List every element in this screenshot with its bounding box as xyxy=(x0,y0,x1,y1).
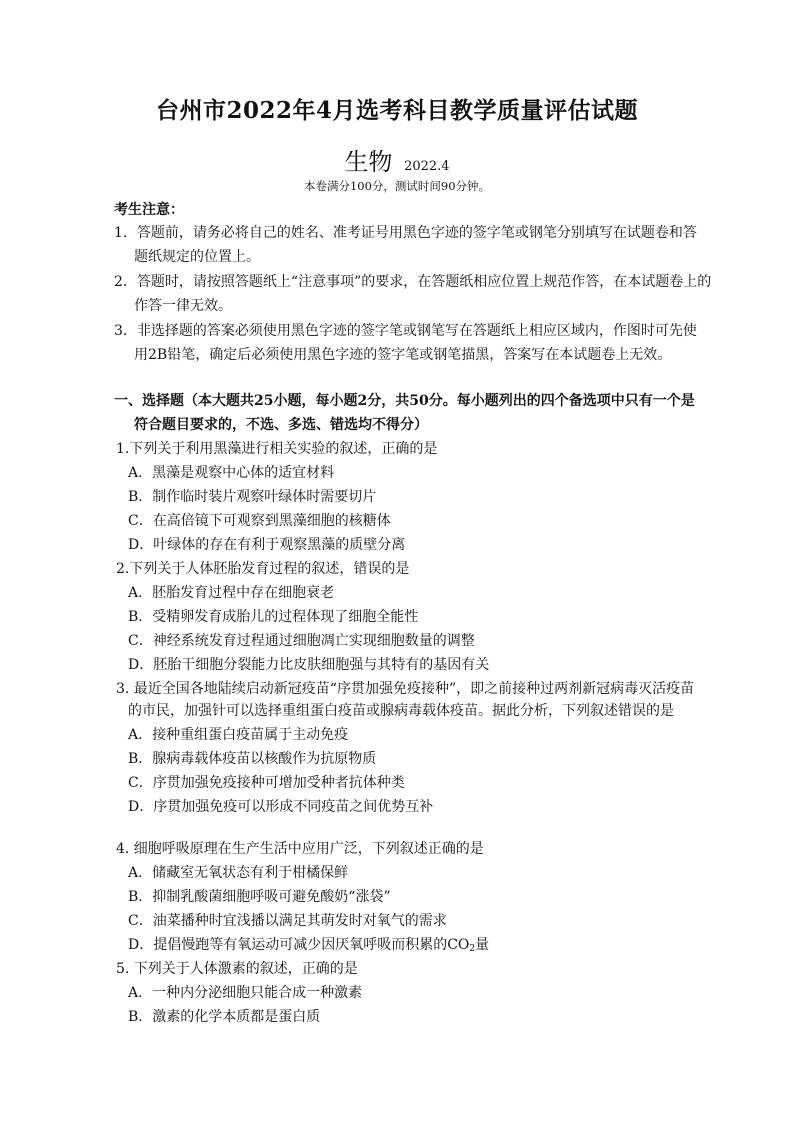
question-1-option-b: B．制作临时装片观察叶绿体时需要切片 xyxy=(128,489,377,505)
question-3-option-b: B．腺病毒载体疫苗以核酸作为抗原物质 xyxy=(128,751,377,767)
notice-item-2-cont: 作答一律无效。 xyxy=(134,298,232,314)
notice-heading: 考生注意： xyxy=(114,202,184,218)
notice-item-2: 2．答题时，请按照答题纸上“注意事项”的要求，在答题纸相应位置上规范作答，在本试题卷上的 xyxy=(114,274,712,290)
question-2-option-c: C．神经系统发育过程通过细胞凋亡实现细胞数量的调整 xyxy=(128,633,475,649)
question-3-option-d: D．序贯加强免疫可以形成不同疫苗之间优势互补 xyxy=(128,799,434,815)
question-2-option-d: D．胚胎干细胞分裂能力比皮肤细胞强与其特有的基因有关 xyxy=(128,657,490,673)
notice-item-3: 3．非选择题的答案必须使用黑色字迹的签字笔或钢笔写在答题纸上相应区域内，作图时可先使 xyxy=(114,323,697,339)
question-1-stem: 1.下列关于利用黑藻进行相关实验的叙述，正确的是 xyxy=(116,441,438,457)
question-1-option-a: A．黑藻是观察中心体的适宜材料 xyxy=(128,465,335,481)
question-4-stem: 4. 细胞呼吸原理在生产生活中应用广泛，下列叙述正确的是 xyxy=(116,841,484,857)
section-heading-cont: 符合题目要求的，不选、多选、错选均不得分） xyxy=(134,417,428,433)
question-4-option-b: B．抑制乳酸菌细胞呼吸可避免酸奶“涨袋” xyxy=(128,889,391,905)
notice-item-3-cont: 用2B铅笔，确定后必须使用黑色字迹的签字笔或钢笔描黑，答案写在本试题卷上无效。 xyxy=(134,347,672,363)
question-5-stem: 5. 下列关于人体激素的叙述，正确的是 xyxy=(116,961,358,977)
question-1-option-d: D．叶绿体的存在有利于观察黑藻的质壁分离 xyxy=(128,537,406,553)
subject-name: 生物 xyxy=(344,148,393,176)
question-3-option-c: C．序贯加强免疫接种可增加受种者抗体种类 xyxy=(128,775,405,791)
question-4-option-d-text: D．提倡慢跑等有氧运动可减少因厌氧呼吸而积累的CO xyxy=(128,937,470,953)
question-4-option-a: A．储藏室无氧状态有利于柑橘保鲜 xyxy=(128,865,349,881)
question-2-option-a: A．胚胎发育过程中存在细胞衰老 xyxy=(128,585,335,601)
subscript-2: 2 xyxy=(469,944,476,954)
notice-item-1: 1．答题前，请务必将自己的姓名、准考证号用黑色字迹的签字笔或钢笔分别填写在试题卷和答 xyxy=(114,225,697,241)
section-heading: 一、选择题（本大题共25小题，每小题2分，共50分。每小题列出的四个备选项中只有一个是 xyxy=(114,393,695,409)
score-time-note: 本卷满分100分，测试时间90分钟。 xyxy=(303,179,491,193)
question-3-stem-cont: 的市民，加强针可以选择重组蛋白疫苗或腺病毒载体疫苗。据此分析，下列叙述错误的是 xyxy=(128,703,674,719)
question-2-option-b: B．受精卵发育成胎儿的过程体现了细胞全能性 xyxy=(128,609,419,625)
question-5-option-b: B．激素的化学本质都是蛋白质 xyxy=(128,1009,321,1025)
question-4-option-d xyxy=(128,934,489,954)
question-3-option-a: A．接种重组蛋白疫苗属于主动免疫 xyxy=(128,727,349,743)
question-4-option-c: C．油菜播种时宜浅播以满足其萌发时对氧气的需求 xyxy=(128,913,447,929)
question-5-option-a: A．一种内分泌细胞只能合成一种激素 xyxy=(128,985,363,1001)
subject-line xyxy=(0,142,794,177)
page-title: 台州市2022年4月选考科目教学质量评估试题 xyxy=(155,97,639,124)
exam-date: 2022.4 xyxy=(404,159,450,174)
question-4-option-d-tail: 量 xyxy=(475,937,490,953)
question-2-stem: 2.下列关于人体胚胎发育过程的叙述，错误的是 xyxy=(116,561,410,577)
notice-item-1-cont: 题纸规定的位置上。 xyxy=(134,249,260,265)
question-3-stem: 3. 最近全国各地陆续启动新冠疫苗“序贯加强免疫接种”，即之前接种过两剂新冠病毒灭活疫苗 xyxy=(116,681,695,697)
question-1-option-c: C．在高倍镜下可观察到黑藻细胞的核糖体 xyxy=(128,513,391,529)
